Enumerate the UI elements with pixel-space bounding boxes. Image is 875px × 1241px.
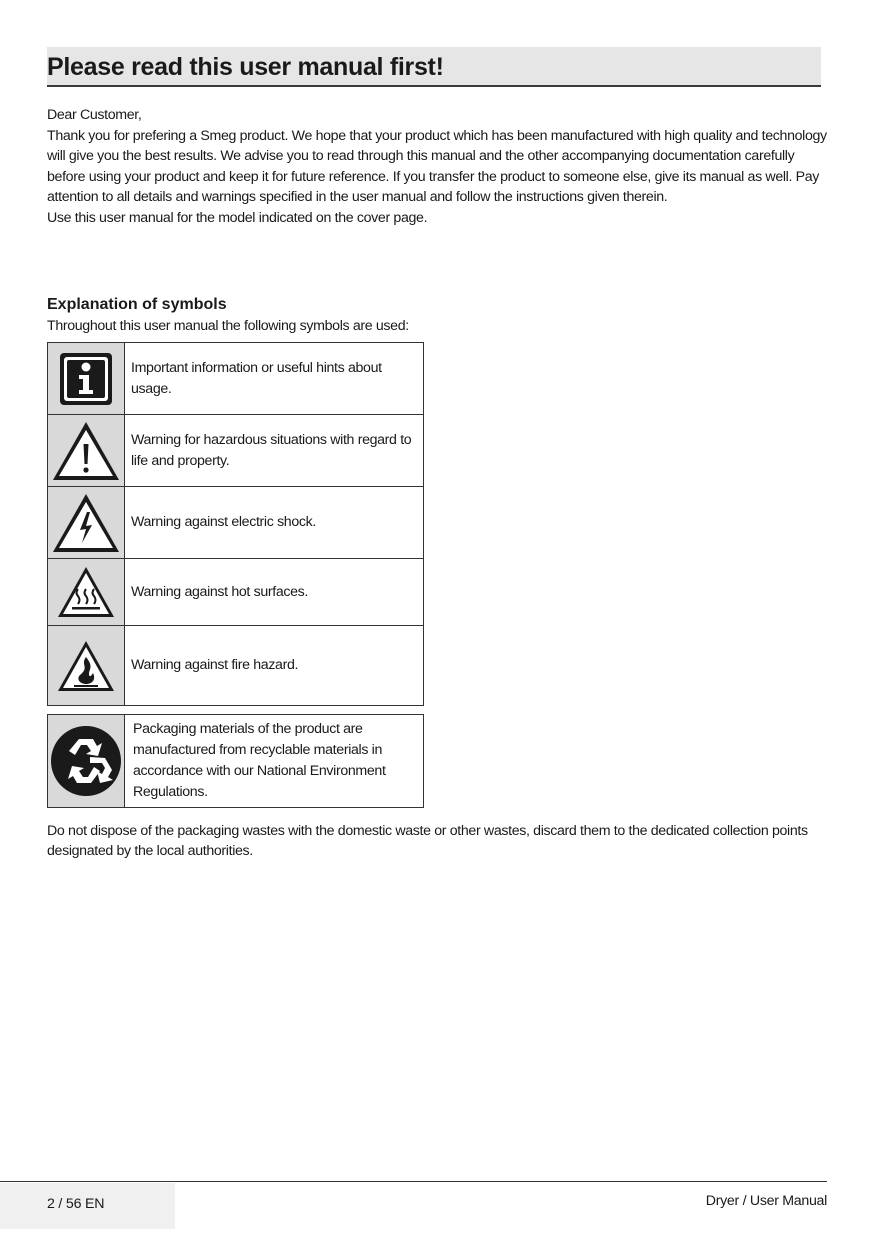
- greeting: Dear Customer,: [47, 107, 142, 123]
- symbol-text: Warning against hot surfaces.: [125, 559, 424, 626]
- symbol-icon-cell: [48, 559, 125, 626]
- symbol-icon-cell: [48, 415, 125, 487]
- symbol-icon-cell: [48, 343, 125, 415]
- symbol-icon-cell: [48, 626, 125, 706]
- footer-divider: [0, 1181, 827, 1182]
- page-title: Please read this user manual first!: [47, 53, 444, 81]
- symbol-row-fire: [48, 626, 424, 706]
- symbol-row-warning: [48, 415, 424, 487]
- symbols-heading: Explanation of symbols: [47, 296, 227, 313]
- symbol-text: Warning for hazardous situations with regard to life and property.: [125, 415, 424, 487]
- symbol-row-hot: [48, 559, 424, 626]
- closing-paragraph: Do not dispose of the packaging wastes with the domestic waste or other wastes, discard them to the dedicated collection points designated by the local authorities.: [47, 823, 808, 859]
- symbol-text: Warning against fire hazard.: [125, 626, 424, 706]
- hot-surface-icon: [56, 565, 116, 619]
- document-title: Dryer / User Manual: [705, 1193, 827, 1209]
- electric-shock-icon: [51, 492, 121, 554]
- recycle-table: [47, 714, 424, 808]
- recycle-text: Packaging materials of the product are manufactured from recyclable materials in accordance with our National Environment Regulations.: [125, 715, 424, 808]
- recycle-icon: [50, 725, 122, 797]
- symbol-text: Important information or useful hints about usage.: [125, 343, 424, 415]
- symbol-row-electric: [48, 487, 424, 559]
- symbols-subheading: Throughout this user manual the following symbols are used:: [47, 318, 409, 334]
- page-number: 2 / 56 EN: [47, 1196, 105, 1212]
- symbol-row-info: [48, 343, 424, 415]
- symbol-text: Warning against electric shock.: [125, 487, 424, 559]
- symbols-table: [47, 342, 424, 706]
- symbol-icon-cell: [48, 715, 125, 808]
- intro-section: [47, 105, 831, 228]
- title-bar: [47, 47, 821, 87]
- model-note: Use this user manual for the model indicated on the cover page.: [47, 209, 428, 226]
- warning-icon: [51, 420, 121, 482]
- intro-paragraph: Thank you for prefering a Smeg product. We hope that your product which has been manufactured with high quality and technology will give you the best results. We advise you to read through this manual and the other accompanying documentation carefully before using your product and keep it for future reference. If you transfer the product to someone else, give its manual as well. Pay attention to all details and warnings specified in the user manual and follow the instructions given therein.: [47, 127, 827, 205]
- symbol-row-recycle: [48, 715, 424, 808]
- info-icon: [59, 352, 113, 406]
- fire-hazard-icon: [56, 639, 116, 693]
- symbol-icon-cell: [48, 487, 125, 559]
